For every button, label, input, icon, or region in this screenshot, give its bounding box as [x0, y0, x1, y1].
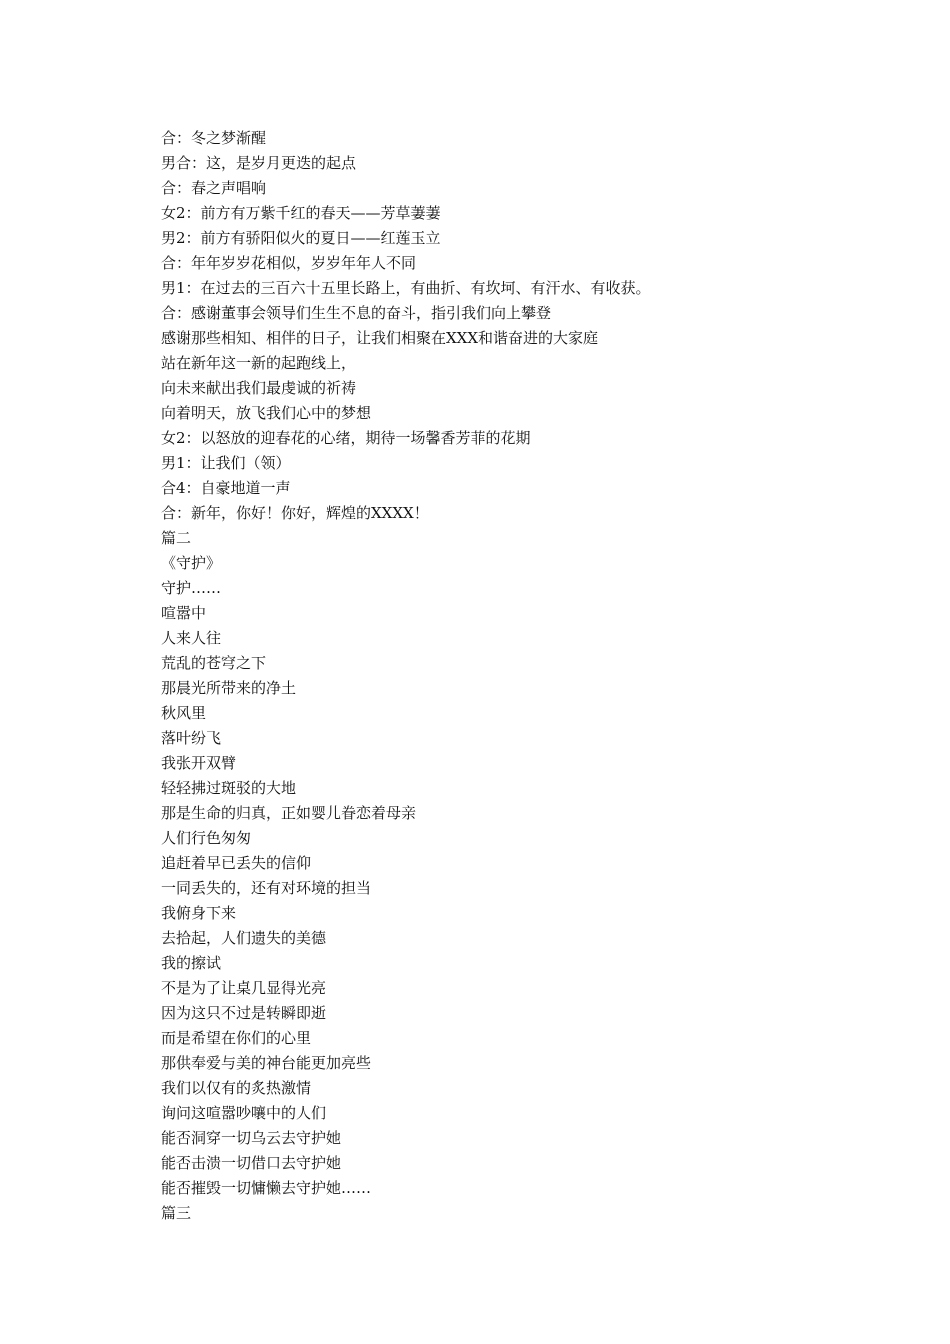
text-line: 人来人往 [161, 629, 222, 647]
text-line: 合4：自豪地道一声 [161, 479, 291, 497]
text-line: 因为这只不过是转瞬即逝 [161, 1004, 327, 1022]
text-line: 去拾起，人们遗失的美德 [161, 929, 327, 947]
text-line: 合：新年，你好！你好，辉煌的XXXX！ [161, 504, 429, 522]
text-line: 女2：以怒放的迎春花的心绪，期待一场馨香芳菲的花期 [161, 429, 531, 447]
text-line: 《守护》 [161, 554, 222, 572]
text-line: 男1：在过去的三百六十五里长路上，有曲折、有坎坷、有汗水、有收获。 [161, 279, 651, 297]
text-line: 向未来献出我们最虔诚的祈祷 [161, 379, 357, 397]
text-line: 人们行色匆匆 [161, 829, 252, 847]
text-line: 秋风里 [161, 704, 207, 722]
document-body [161, 126, 881, 1226]
text-line: 能否击溃一切借口去守护她 [161, 1154, 342, 1172]
text-line: 而是希望在你们的心里 [161, 1029, 312, 1047]
text-line: 轻轻拂过斑驳的大地 [161, 779, 297, 797]
text-line: 荒乱的苍穹之下 [161, 654, 267, 672]
text-line: 一同丢失的，还有对环境的担当 [161, 879, 372, 897]
text-line: 站在新年这一新的起跑线上， [161, 354, 357, 372]
text-line: 我们以仅有的炙热激情 [161, 1079, 312, 1097]
text-line: 男1：让我们（领） [161, 454, 291, 472]
text-line: 我的擦试 [161, 954, 222, 972]
text-line: 那供奉爱与美的神台能更加亮些 [161, 1054, 372, 1072]
text-line: 能否洞穿一切乌云去守护她 [161, 1129, 342, 1147]
text-line: 感谢那些相知、相伴的日子，让我们相聚在XXX和谐奋进的大家庭 [161, 329, 599, 347]
text-line: 合：感谢董事会领导们生生不息的奋斗，指引我们向上攀登 [161, 304, 552, 322]
text-line: 守护…… [161, 579, 222, 597]
text-line: 女2：前方有万紫千红的春天——芳草萋萋 [161, 204, 441, 222]
text-line: 那晨光所带来的净土 [161, 679, 297, 697]
text-line: 不是为了让桌几显得光亮 [161, 979, 327, 997]
text-line: 男2：前方有骄阳似火的夏日——红莲玉立 [161, 229, 441, 247]
text-line: 我俯身下来 [161, 904, 237, 922]
text-line: 能否摧毁一切慵懒去守护她…… [161, 1179, 372, 1197]
text-line: 向着明天，放飞我们心中的梦想 [161, 404, 372, 422]
text-line: 那是生命的归真，正如婴儿眷恋着母亲 [161, 804, 417, 822]
text-line: 落叶纷飞 [161, 729, 222, 747]
text-line: 喧嚣中 [161, 604, 207, 622]
text-line: 篇二 [161, 529, 192, 547]
text-line: 合：冬之梦渐醒 [161, 129, 267, 147]
text-line: 追赶着早已丢失的信仰 [161, 854, 312, 872]
text-line: 合：年年岁岁花相似，岁岁年年人不同 [161, 254, 417, 272]
text-line: 篇三 [161, 1204, 192, 1222]
text-line: 询问这喧嚣吵嚷中的人们 [161, 1104, 327, 1122]
text-line: 我张开双臂 [161, 754, 237, 772]
text-line: 合：春之声唱响 [161, 179, 267, 197]
text-line: 男合：这，是岁月更迭的起点 [161, 154, 357, 172]
